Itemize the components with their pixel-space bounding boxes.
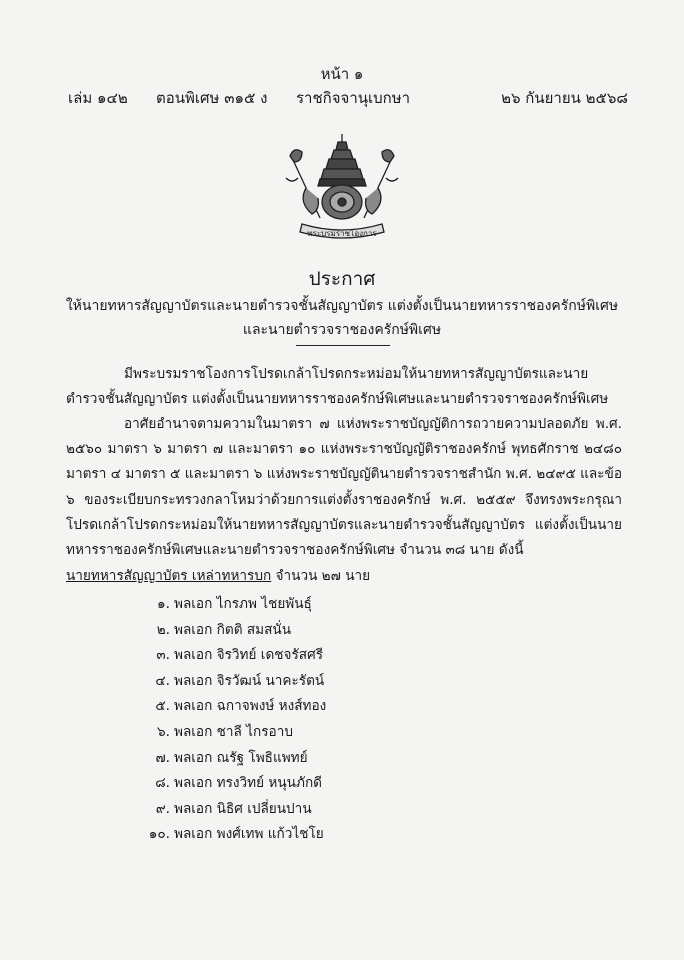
publication-date: ๒๖ กันยายน ๒๕๖๘ (501, 89, 628, 107)
group-heading (66, 564, 370, 586)
item-number: ๑. (157, 596, 170, 612)
item-number: ๘. (155, 775, 170, 792)
emblem-ribbon-text: พระบรมราชโองการ (307, 229, 377, 238)
announcement-title: ประกาศ (308, 268, 376, 290)
item-name: พลเอก จิรวัฒน์ นาคะรัตน์ (174, 672, 325, 689)
item-number: ๔. (155, 672, 170, 689)
item-name: พลเอก ทรงวิทย์ หนุนภักดี (174, 775, 322, 792)
item-name: พลเอก ฉกาจพงษ์ หงส์ทอง (174, 698, 327, 715)
item-name: พลเอก ณรัฐ โพธิแพทย์ (174, 749, 308, 766)
body-paragraph: อาศัยอำนาจตามความในมาตรา ๗ แห่งพระราชบัญญัติการถวายความปลอดภัย พ.ศ. ๒๕๖๐ มาตรา ๖ มาตรา ๗ และมาตรา ๑๐ แห่งพระราชบัญญัติราชองครักษ์ พุทธศักราช ๒๔๘๐ มาตรา ๔ มาตรา ๕ และมาตรา ๖ แห่งพระราชบัญญัตินายตำรวจราชสำนัก พ.ศ. ๒๔๙๕ และข้อ ๖ ของระเบียบกระทรวงกลาโหมว่าด้วยการแต่งตั้งราชองครักษ์ พ.ศ. ๒๕๕๙ จึงทรงพระกรุณาโปรดเกล้าโปรดกระหม่อมให้นายทหารสัญญาบัตรและนายตำรวจชั้นสัญญาบัตร แต่งตั้งเป็นนายทหารราชองครักษ์พิเศษและนายตำรวจราชองครักษ์พิเศษ จำนวน ๓๘ นาย ดังนี้ (66, 416, 622, 559)
subtitle-line: และนายตำรวจราชองครักษ์พิเศษ (242, 322, 442, 338)
item-number: ๕. (155, 698, 170, 715)
group-label: นายทหารสัญญาบัตร เหล่าทหารบก (66, 568, 272, 584)
royal-seal-emblem-icon (272, 132, 412, 244)
item-name: พลเอก นิธิศ เปลี่ยนปาน (174, 800, 312, 817)
section-number: ตอนพิเศษ ๓๑๕ ง (156, 89, 268, 107)
item-number: ๗. (155, 749, 170, 766)
item-name: พลเอก กิตติ สมสนั่น (174, 621, 292, 638)
subtitle-line: ให้นายทหารสัญญาบัตรและนายตำรวจชั้นสัญญาบัตร แต่งตั้งเป็นนายทหารราชองครักษ์พิเศษ (65, 298, 619, 314)
item-number: ๙. (155, 800, 170, 817)
volume-number: เล่ม ๑๔๒ (68, 89, 128, 107)
item-name: พลเอก พงศ์เทพ แก้วไชโย (174, 826, 324, 843)
item-number: ๓. (156, 647, 170, 664)
item-name: พลเอก ชาลี ไกรอาบ (174, 723, 293, 740)
group-count: จำนวน ๒๗ นาย (275, 568, 371, 584)
gazette-header (68, 86, 628, 106)
gazette-name: ราชกิจจานุเบกษา (296, 89, 411, 107)
item-number: ๖. (157, 723, 170, 740)
body-paragraph: มีพระบรมราชโองการโปรดเกล้าโปรดกระหม่อมให้นายทหารสัญญาบัตรและนายตำรวจชั้นสัญญาบัตร แต่งตั้งเป็นนายทหารราชองครักษ์พิเศษและนายตำรวจราชองครักษ์พิเศษ (66, 366, 609, 408)
announcement-subtitle (40, 294, 644, 342)
item-name: พลเอก ไกรภพ ไชยพันธุ์ (174, 596, 312, 612)
page-number: หน้า ๑ (320, 65, 364, 83)
item-number: ๒. (156, 621, 170, 638)
title-divider (296, 345, 390, 346)
item-number: ๑๐. (148, 826, 170, 843)
item-name: พลเอก จิรวิทย์ เดชจรัสศรี (174, 647, 323, 664)
